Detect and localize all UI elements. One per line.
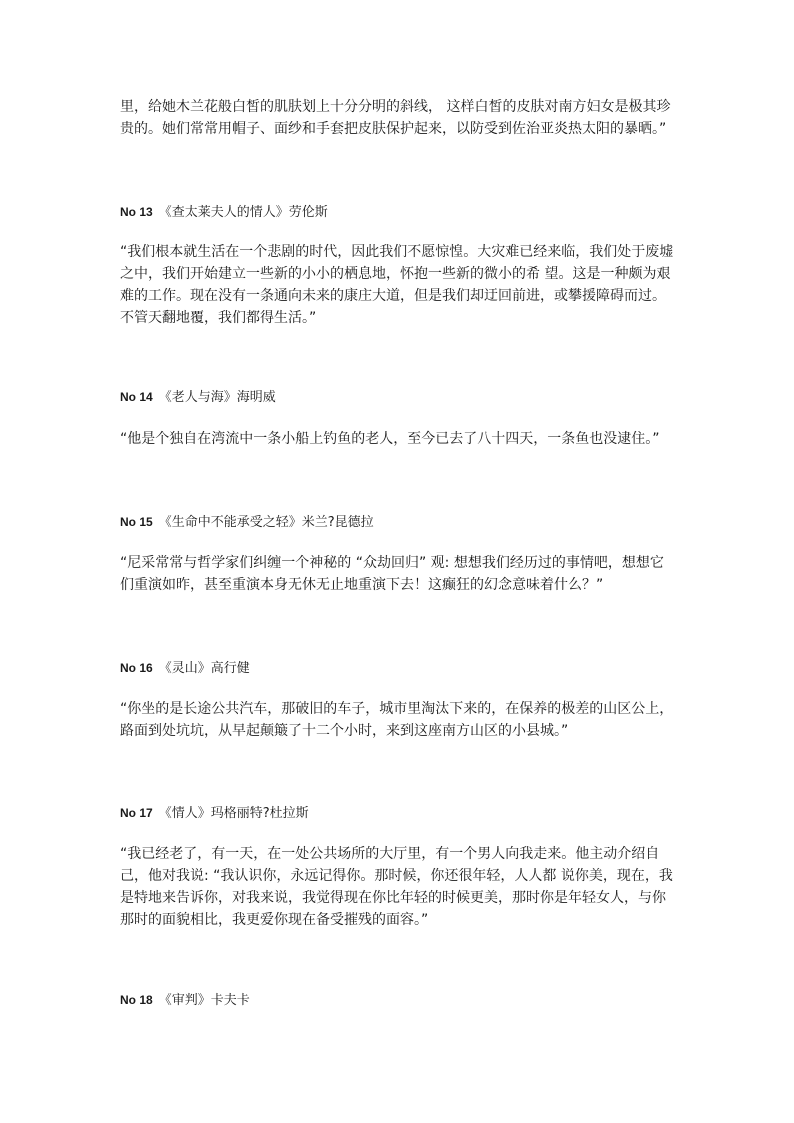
entry-number: No 16 xyxy=(120,661,153,675)
entry-quote-17: “我已经老了，有一天，在一处公共场所的大厅里，有一个男人向我走来。他主动介绍自己，他对我说: “我认识你，永远记得你。那时候，你还很年轻，人人都 说你美，现在，我是特地来告诉你，对我来说，我觉得现在你比年轻的时候更美，那时你是年轻女人，与你那时的面貌相比，我更爱你现在备受摧残的面容。” xyxy=(120,846,673,928)
entry-heading-15 xyxy=(120,512,676,533)
entry-heading-17 xyxy=(120,803,676,824)
entry-title: 《生命中不能承受之轻》米兰?昆德拉 xyxy=(158,515,374,530)
entry-quote-14: “他是个独自在湾流中一条小船上钓鱼的老人，至今已去了八十四天，一条鱼也没逮住。” xyxy=(120,431,660,447)
entry-quote-15: “尼采常常与哲学家们纠缠一个神秘的 “众劫回归” 观: 想想我们经历过的事情吧，想想它们重演如昨，甚至重演本身无休无止地重演下去！这癫狂的幻念意味着什么？” xyxy=(120,555,664,593)
entry-title: 《查太莱夫人的情人》劳伦斯 xyxy=(158,205,328,220)
entry-number: No 14 xyxy=(120,390,153,404)
entry-heading-14 xyxy=(120,387,676,408)
intro-paragraph: 里，给她木兰花般白皙的肌肤划上十分分明的斜线， 这样白皙的皮肤对南方妇女是极其珍贵的。她们常常用帽子、面纱和手套把皮肤保护起来，以防受到佐治亚炎热太阳的暴晒。” xyxy=(120,99,671,137)
entry-title: 《灵山》高行健 xyxy=(158,661,250,676)
entry-number: No 17 xyxy=(120,806,153,820)
entry-heading-16 xyxy=(120,658,676,679)
entry-number: No 15 xyxy=(120,515,153,529)
entry-number: No 18 xyxy=(120,993,153,1007)
entry-title: 《老人与海》海明威 xyxy=(158,390,276,405)
entry-heading-13 xyxy=(120,202,676,223)
entry-quote-13: “我们根本就生活在一个悲剧的时代，因此我们不愿惊惶。大灾难已经来临，我们处于废墟之中，我们开始建立一些新的小小的栖息地，怀抱一些新的微小的希 望。这是一种颇为艰难的工作。现在没有一条通向未来的康庄大道，但是我们却迂回前进，或攀援障碍而过。不管天翻地覆，我们都得生活。” xyxy=(120,244,674,326)
entry-number: No 13 xyxy=(120,205,153,219)
entry-title: 《情人》玛格丽特?杜拉斯 xyxy=(158,806,309,821)
entry-heading-18 xyxy=(120,990,676,1011)
entry-title: 《审判》卡夫卡 xyxy=(158,993,250,1008)
entry-quote-16: “你坐的是长途公共汽车，那破旧的车子，城市里淘汰下来的，在保养的极差的山区公上，路面到处坑坑，从早起颠簸了十二个小时，来到这座南方山区的小县城。” xyxy=(120,701,674,739)
